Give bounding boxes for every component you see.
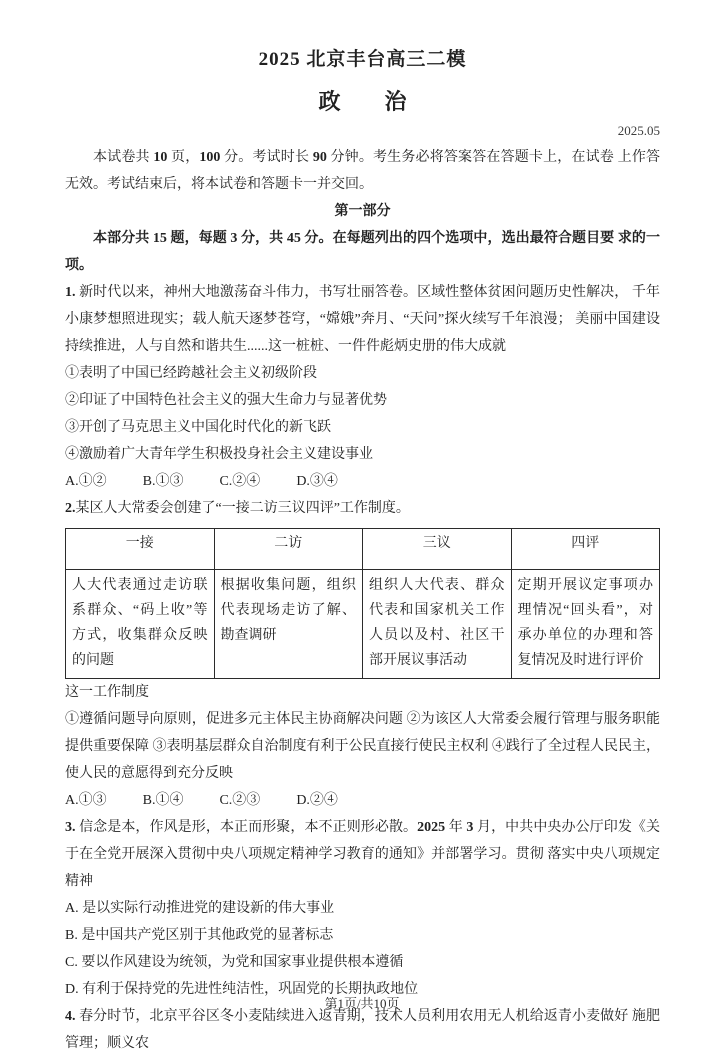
exam-instructions-text-2: 页， xyxy=(167,150,200,165)
table-header-siping: 四评 xyxy=(511,529,660,570)
table-header-row xyxy=(66,529,660,570)
question-4-number: 4. xyxy=(65,1009,76,1024)
table-cell-erfang: 根据收集问题，组织 代表现场走访了解、 勘查调研 xyxy=(214,570,363,679)
exam-instructions-text-4: 分钟。考生务必将答案答在答题卡上，在试卷 上作答无效。考试结束后，将本试卷和答题卡一并交回。 xyxy=(65,150,661,192)
question-4-text: 春分时节，北京平谷区冬小麦陆续进入返青期，技术人员利用农用无人机给返青小麦做好 施肥管理；顺义农 xyxy=(65,1009,660,1051)
exam-instructions-text-1: 本试卷共 xyxy=(93,150,154,165)
question-3-option-b: B. 是中国共产党区别于其他政党的显著标志 xyxy=(65,928,334,943)
table-header-sanyi: 三议 xyxy=(363,529,512,570)
exam-pages-count: 10 xyxy=(153,150,168,165)
exam-instructions-text-3: 分。考试时长 xyxy=(220,150,313,165)
question-3-number: 3. xyxy=(65,820,76,835)
question-2-choice-a: A.①③ xyxy=(65,793,107,808)
question-2-choice-c: C.②③ xyxy=(219,793,261,808)
question-2-statements: ①遵循问题导向原则，促进多元主体民主协商解决问题 ②为该区人大常委会履行管理与服务职能提供重要保障 ③表明基层群众自治制度有利于公民直接行使民主权利 ④践行了全过程人民民主，使人民的意愿得到充分反映 xyxy=(65,712,660,781)
question-1-choice-c: C.②④ xyxy=(219,474,261,489)
exam-date: 2025.05 xyxy=(617,123,660,138)
exam-duration: 90 xyxy=(312,150,327,165)
question-2-stem xyxy=(65,495,660,522)
question-2-choices xyxy=(65,787,660,814)
question-3-text-3: 月，中共中央办公厅印发《关于在全党开展深入贯彻中央八项规定精神学习教育的通知》并部署学习。贯彻 落实中央八项规定精神 xyxy=(65,820,661,889)
question-2-choice-b: B.①④ xyxy=(142,793,184,808)
table-row xyxy=(66,570,660,679)
table-cell-yijie: 人大代表通过走访联 系群众、“码上收”等 方式，收集群众反映 的问题 xyxy=(66,570,215,679)
exam-subject: 政 治 xyxy=(318,89,407,114)
page-footer: 第1页/共10页 xyxy=(324,996,400,1011)
question-1-statement-2: ②印证了中国特色社会主义的强大生命力与显著优势 xyxy=(65,393,387,408)
question-3-option-a: A. 是以实际行动推进党的建设新的伟大事业 xyxy=(65,901,335,916)
part-one-heading: 第一部分 xyxy=(334,204,391,219)
question-2-text: 某区人大常委会创建了“一接二访三议四评”工作制度。 xyxy=(75,501,410,516)
table-cell-siping: 定期开展议定事项办 理情况“回头看”，对 承办单位的办理和答 复情况及时进行评价 xyxy=(511,570,660,679)
work-system-table xyxy=(65,528,660,679)
question-3-stem xyxy=(65,814,660,895)
question-1-choice-b: B.①③ xyxy=(142,474,184,489)
question-3-month: 3 xyxy=(466,820,474,835)
question-1-statement-1: ①表明了中国已经跨越社会主义初级阶段 xyxy=(65,366,317,381)
table-header-erfang: 二访 xyxy=(214,529,363,570)
question-3-text-2: 年 xyxy=(445,820,467,835)
question-1-number: 1. xyxy=(65,285,76,300)
question-1-choice-a: A.①② xyxy=(65,474,107,489)
exam-title: 2025 北京丰台高三二模 xyxy=(258,49,467,70)
question-1-statement-3: ③开创了马克思主义中国化时代化的新飞跃 xyxy=(65,420,331,435)
question-1-text: 新时代以来，神州大地激荡奋斗伟力，书写壮丽答卷。区域性整体贫困问题历史性解决， 千年小康梦想照进现实；载人航天逐梦苍穹，“嫦娥”奔月、“天问”探火续写千年浪漫； 美丽中国建设持续推进，人与自然和谐共生......这一桩桩、一件件彪炳史册的伟大成就 xyxy=(65,285,660,354)
question-1-choice-d: D.③④ xyxy=(296,474,338,489)
work-system-table-body xyxy=(66,570,660,679)
question-2-choice-d: D.②④ xyxy=(296,793,338,808)
part-one-instructions: 本部分共 15 题，每题 3 分，共 45 分。在每题列出的四个选项中，选出最符合题目要 求的一项。 xyxy=(65,231,660,273)
question-3-option-d: D. 有利于保持党的先进性纯洁性，巩固党的长期执政地位 xyxy=(65,982,419,997)
question-2-number: 2. xyxy=(65,501,76,516)
exam-total-score: 100 xyxy=(199,150,221,165)
table-cell-sanyi: 组织人大代表、群众 代表和国家机关工作 人员以及村、社区干 部开展议事活动 xyxy=(363,570,512,679)
question-1-choices xyxy=(65,468,660,495)
question-3-option-c: C. 要以作风建设为统领，为党和国家事业提供根本遵循 xyxy=(65,955,404,970)
exam-instructions xyxy=(65,144,660,198)
question-1-stem xyxy=(65,279,660,360)
question-1-statement-4: ④激励着广大青年学生积极投身社会主义建设事业 xyxy=(65,447,373,462)
work-system-table-head xyxy=(66,529,660,570)
question-3-year: 2025 xyxy=(417,820,446,835)
table-header-yijie: 一接 xyxy=(66,529,215,570)
question-2-continuation: 这一工作制度 xyxy=(65,685,149,700)
question-3-text-1: 信念是本，作风是形，本正而形聚，本不正则形必散。 xyxy=(75,820,418,835)
